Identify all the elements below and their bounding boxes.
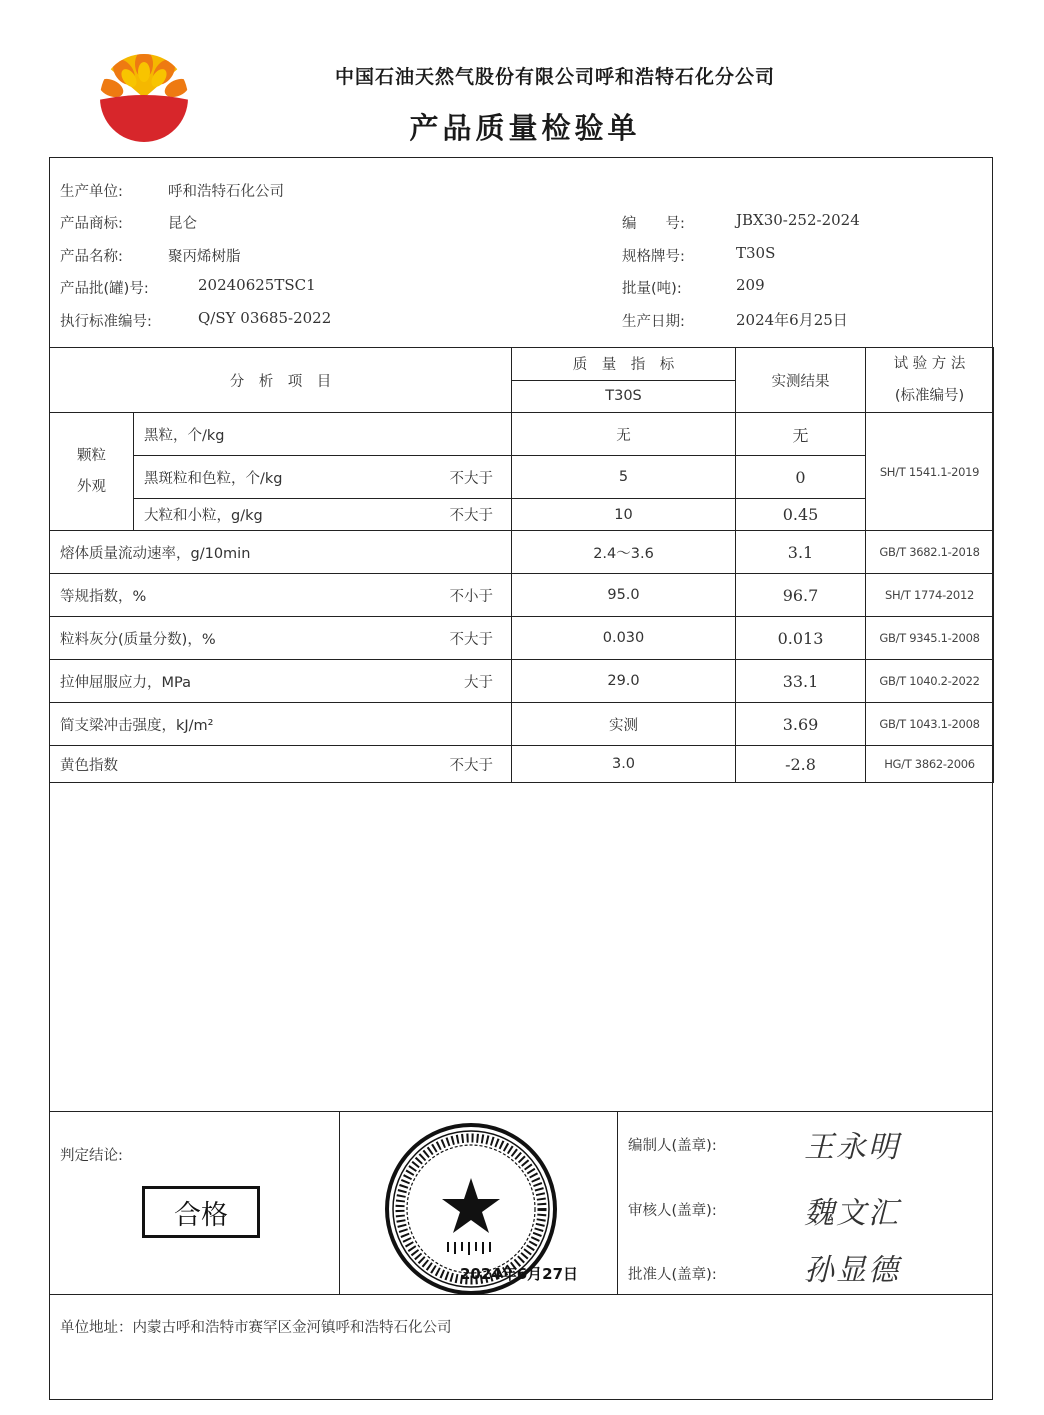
signature-reviewer: 魏文汇 — [804, 1196, 900, 1231]
info-label-product: 产品名称: — [60, 249, 123, 265]
table-row — [50, 531, 994, 574]
table-row — [50, 456, 994, 499]
row-comparator: 大于 — [464, 674, 493, 691]
analysis-table — [49, 347, 994, 783]
row-method: GB/T 1040.2-2022 — [866, 660, 994, 703]
signature-approver: 孙显德 — [804, 1253, 900, 1288]
row-item: 黑斑粒和色粒，个/kg — [144, 470, 283, 487]
company-address: 单位地址：内蒙古呼和浩特市赛罕区金河镇呼和浩特石化公司 — [60, 1320, 452, 1336]
row-spec: 5 — [512, 456, 736, 499]
row-item: 等规指数，% — [60, 588, 147, 605]
cnpc-logo-icon — [96, 52, 192, 142]
info-value-quantity: 209 — [736, 276, 765, 294]
table-row — [50, 660, 994, 703]
info-value-standard: Q/SY 03685-2022 — [198, 309, 332, 327]
appearance-group-label: 颗粒外观 — [50, 413, 134, 531]
info-value-brand: 昆仑 — [168, 216, 197, 232]
info-label-number: 编 号: — [622, 216, 685, 232]
info-value-producer: 呼和浩特石化公司 — [168, 184, 284, 200]
row-method: GB/T 9345.1-2008 — [866, 617, 994, 660]
row-spec: 无 — [512, 413, 736, 456]
row-result: 3.1 — [736, 531, 866, 574]
row-spec: 3.0 — [512, 746, 736, 783]
row-comparator: 不小于 — [449, 588, 493, 605]
info-label-producer: 生产单位: — [60, 184, 123, 200]
conclusion-label: 判定结论: — [60, 1148, 123, 1164]
header-result: 实测结果 — [736, 348, 866, 413]
conclusion-pass-box: 合格 — [142, 1186, 260, 1238]
header-method — [866, 348, 994, 413]
row-method: HG/T 3862-2006 — [866, 746, 994, 783]
row-spec: 实测 — [512, 703, 736, 746]
row-spec: 29.0 — [512, 660, 736, 703]
row-comparator: 不大于 — [449, 631, 493, 648]
row-result: 0.45 — [736, 499, 866, 531]
row-spec: 95.0 — [512, 574, 736, 617]
row-result: 96.7 — [736, 574, 866, 617]
row-spec: 10 — [512, 499, 736, 531]
header-grade: T30S — [512, 380, 736, 413]
row-result: 0.013 — [736, 617, 866, 660]
row-method: SH/T 1774-2012 — [866, 574, 994, 617]
info-label-batch: 产品批(罐)号: — [60, 281, 149, 297]
divider-line — [49, 1111, 993, 1112]
row-result: 0 — [736, 456, 866, 499]
row-comparator: 不大于 — [449, 508, 493, 524]
header-method-line2: (标准编号) — [894, 388, 965, 404]
row-result: 3.69 — [736, 703, 866, 746]
appearance-method: SH/T 1541.1-2019 — [866, 413, 994, 531]
row-result: 无 — [736, 413, 866, 456]
info-value-batch: 20240625TSC1 — [198, 276, 316, 294]
table-row — [50, 499, 994, 531]
info-value-date: 2024年6月25日 — [736, 311, 848, 329]
header-spec: 质 量 指 标 — [512, 348, 736, 381]
row-result: -2.8 — [736, 746, 866, 783]
table-row — [50, 413, 994, 456]
signature-preparer: 王永明 — [804, 1130, 900, 1165]
row-comparator: 不大于 — [449, 757, 493, 774]
info-label-brand: 产品商标: — [60, 216, 123, 232]
row-item: 熔体质量流动速率，g/10min — [60, 545, 251, 562]
row-result: 33.1 — [736, 660, 866, 703]
signature-label-reviewer: 审核人(盖章): — [628, 1203, 717, 1219]
row-method: GB/T 1043.1-2008 — [866, 703, 994, 746]
table-row — [50, 617, 994, 660]
info-value-grade: T30S — [736, 244, 776, 262]
document-title: 产品质量检验单 — [409, 111, 641, 145]
signature-label-preparer: 编制人(盖章): — [628, 1138, 717, 1154]
table-row — [50, 746, 994, 783]
row-spec: 0.030 — [512, 617, 736, 660]
row-item: 黄色指数 — [60, 757, 118, 774]
info-label-standard: 执行标准编号: — [60, 314, 152, 330]
info-label-grade: 规格牌号: — [622, 249, 685, 265]
row-item: 黑粒，个/kg — [144, 427, 225, 444]
row-item: 简支梁冲击强度，kJ/m² — [60, 717, 214, 734]
row-item: 粒料灰分(质量分数)，% — [60, 631, 216, 648]
info-value-number: JBX30-252-2024 — [736, 211, 860, 229]
info-value-product: 聚丙烯树脂 — [168, 249, 241, 265]
row-spec: 2.4～3.6 — [512, 531, 736, 574]
stamp-date: 2024年6月27日 — [460, 1265, 579, 1283]
info-label-quantity: 批量(吨): — [622, 281, 682, 297]
company-name: 中国石油天然气股份有限公司呼和浩特石化分公司 — [334, 66, 775, 88]
signature-label-approver: 批准人(盖章): — [628, 1267, 717, 1283]
table-row — [50, 703, 994, 746]
header-method-line1: 试 验 方 法 — [893, 356, 966, 372]
info-label-date: 生产日期: — [622, 314, 685, 330]
divider-line — [617, 1111, 618, 1294]
divider-line — [339, 1111, 340, 1294]
row-comparator: 不大于 — [449, 470, 493, 487]
header-item: 分 析 项 目 — [50, 348, 512, 413]
row-item: 大粒和小粒，g/kg — [144, 508, 263, 524]
table-row — [50, 574, 994, 617]
row-method: GB/T 3682.1-2018 — [866, 531, 994, 574]
row-item: 拉伸屈服应力，MPa — [60, 674, 191, 691]
